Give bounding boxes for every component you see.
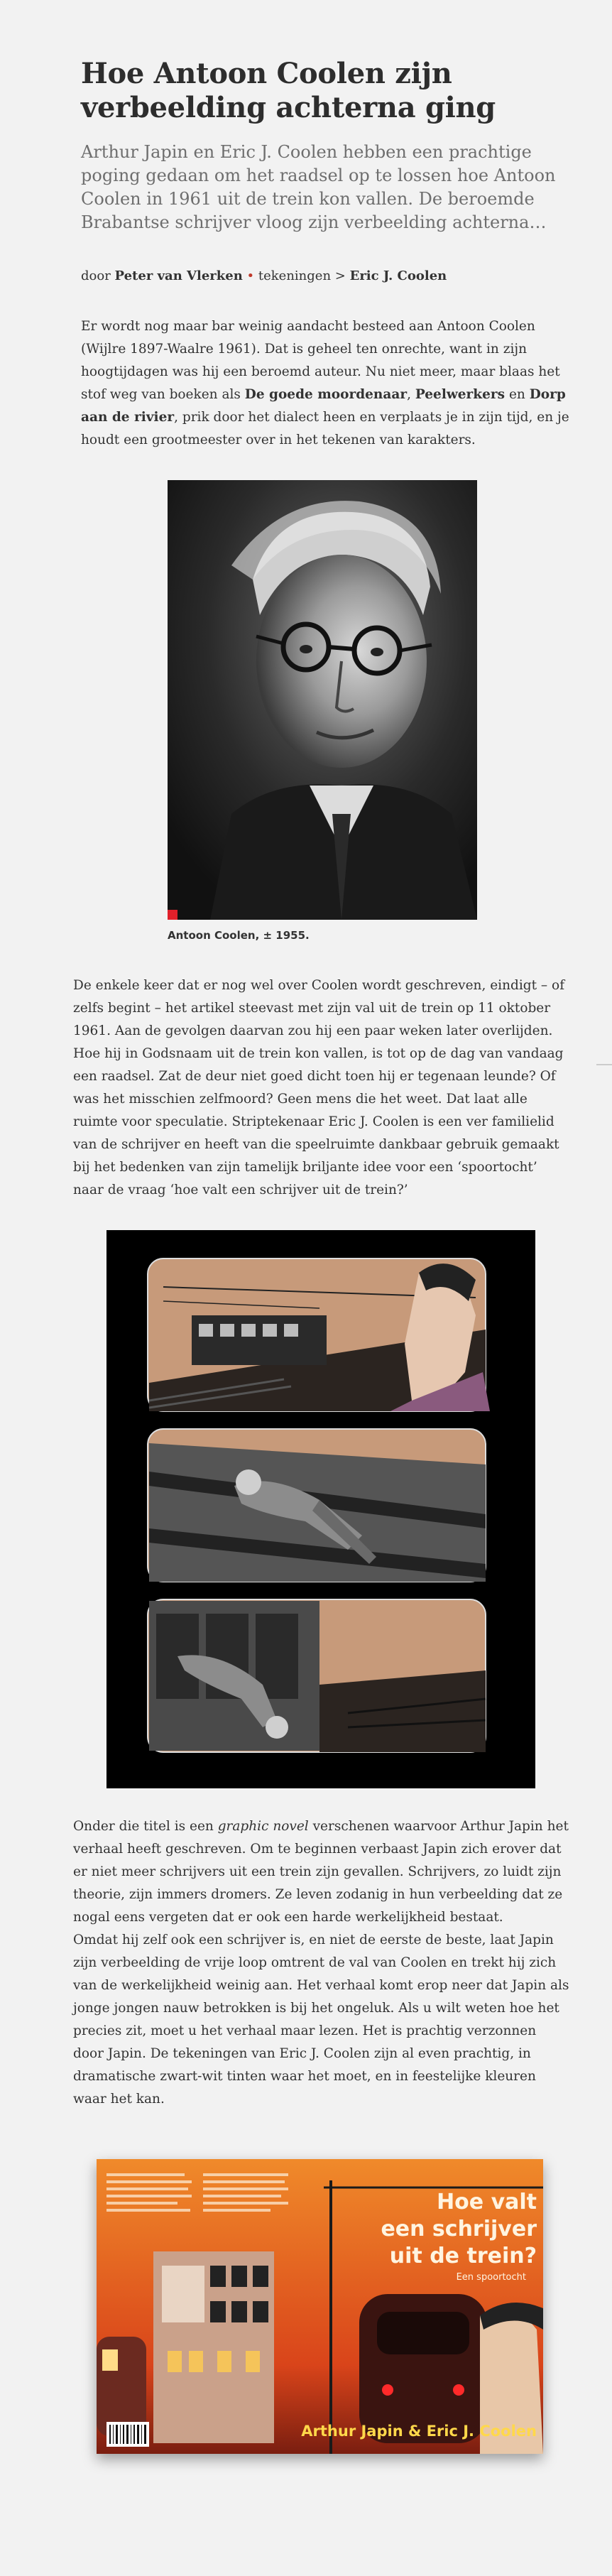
cover-title-line3: uit de trein? [389,2244,537,2268]
portrait-image [168,480,477,920]
byline-separator: • [246,268,255,283]
paragraph-text: , prik door het dialect heen en verplaats je in zijn tijd, en je houdt een grootmeester over in het tekenen van karakters. [81,410,569,447]
illustrations-prefix: tekeningen > [258,268,346,283]
paragraph-text: Er wordt nog maar bar weinig aandacht besteed aan Antoon Coolen (Wijlre 1897-Waalre 1961). Dat is geheel ten onrechte, want in zijn hoogtijdagen was hij een beroemd auteur. Nu niet meer, maar blaas het stof weg van boeken als [81,319,560,402]
article-lead: Arthur Japin en Eric J. Coolen hebben een prachtige poging gedaan om het raadsel op te lossen hoe Antoon Coolen in 1961 uit de trein kon vallen. De beroemde Brabantse schrijver vloog zijn verbeelding achterna… [81,142,556,232]
book-cover-image [97,2159,543,2454]
paragraph-intro [81,315,571,452]
paragraph-train-fall: De enkele keer dat er nog wel over Coolen wordt geschreven, eindigt – of zelfs begint – het artikel steevast met zijn val uit de trein op 11 oktober 1961. Aan de gevolgen daarvan zou hij een paar weken later overlijden. Hoe hij in Godsnaam uit de trein kon vallen, is tot op de dag van vandaag een raadsel. Zat de deur niet goed dicht toen hij er tegenaan leunde? Of was het misschien zelfmoord? Geen mens die het weet. Dat laat alle ruimte voor speculatie. Striptekenaar Eric J. Coolen is een ver familielid van de schrijver en heeft van die speelruimte dankbaar gebruik gemaakt bij het bedenken van zijn tamelijk briljante idee voor een ‘spoortocht’ naar de vraag ‘hoe valt een schrijver uit de trein?’ [73,978,565,1197]
paragraph-text: verschenen waarvoor Arthur Japin het verhaal heeft geschreven. Om te beginnen verbaast Japin zich erover dat er niet meer schrijvers uit een trein zijn gevallen. Schrijvers, zo luidt zijn theorie, zijn immers dromers. Ze leven zodanig in hun verbeelding dat ze nogal eens vergeten dat er ook een harde werkelijkheid bestaat. [73,1819,569,1925]
article-header [81,57,571,125]
comic-image [106,1230,535,1788]
photo-caption: Antoon Coolen, ± 1955. [168,929,310,942]
side-indicator [596,1064,612,1065]
paragraph-graphic-novel [73,1815,570,1929]
illustrator-link[interactable]: Eric J. Coolen [349,268,447,283]
paragraph-text: Onder die titel is een [73,1819,218,1834]
cover-authors: Arthur Japin & Eric J. Coolen [301,2423,537,2440]
comic-panel-3 [148,1599,486,1752]
emphasis-text: graphic novel [217,1819,309,1834]
book-cover [97,2159,543,2454]
article-title: Hoe Antoon Coolen zijn verbeelding achterna ging [81,57,496,124]
separator: , [407,387,415,402]
comic-page [106,1230,535,1788]
portrait-photo [168,480,477,920]
book-title: Peelwerkers [415,387,506,402]
paragraph-japin: Omdat hij zelf ook een schrijver is, en niet de eerste de beste, laat Japin zijn verbeelding de vrije loop omtrent de val van Coolen en trekt hij zich van de werkelijkheid weinig aan. Het verhaal komt erop neer dat Japin als jonge jongen nauw betrokken is bij het ongeluk. Als u wilt weten hoe het precies zit, moet u het verhaal maar lezen. Het is prachtig verzonnen door Japin. De tekeningen van Eric J. Coolen zijn al even prachtig, in dramatische zwart-wit tinten waar het moet, en in feestelijke kleuren waar het kan. [73,1933,569,2107]
cover-subtitle: Een spoortocht [456,2272,526,2283]
byline-prefix: door [81,268,111,283]
comic-panel-1 [148,1259,490,1411]
author-link[interactable]: Peter van Vlerken [114,268,243,283]
byline [81,268,571,283]
comic-panel-2 [148,1429,486,1582]
cover-title-line1: Hoe valt [437,2190,537,2214]
book-title: Dorp aan de rivier [81,387,566,425]
separator: en [505,387,530,402]
book-title: De goede moordenaar [244,387,408,402]
cover-title-line2: een schrijver [381,2217,537,2241]
